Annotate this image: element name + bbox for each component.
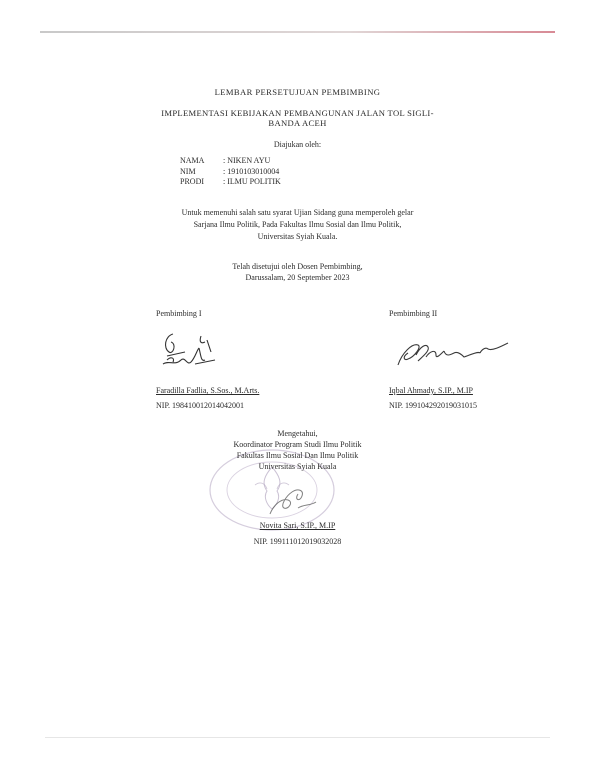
identity-value: : NIKEN AYU <box>223 156 271 165</box>
ack-line-2: Koordinator Program Studi Ilmu Politik <box>233 440 362 449</box>
advisor1-nip: NIP. 198410012014042001 <box>156 401 245 410</box>
approval-statement: Telah disetujui oleh Dosen Pembimbing, <box>232 262 363 271</box>
advisor1-signature <box>155 330 220 375</box>
coordinator-name: Novita Sari, S.IP., M.IP <box>259 521 336 530</box>
identity-value: : 1910103010004 <box>223 166 280 176</box>
purpose-line-3: Universitas Syiah Kuala. <box>257 232 338 241</box>
ack-line-4: Universitas Syiah Kuala <box>258 462 337 471</box>
identity-value: : ILMU POLITIK <box>223 177 281 186</box>
purpose-line-2: Sarjana Ilmu Politik, Pada Fakultas Ilmu Sosial dan Ilmu Politik, <box>193 220 402 229</box>
student-identity <box>180 156 281 188</box>
page-title: LEMBAR PERSETUJUAN PEMBIMBING <box>214 87 381 97</box>
identity-row-name <box>180 156 281 167</box>
advisor2-name: Iqbal Ahmady, S.IP., M.IP <box>389 386 473 395</box>
advisor1-role: Pembimbing I <box>156 309 202 318</box>
identity-row-prodi <box>180 177 281 188</box>
advisor1-name: Faradilla Fadlia, S.Sos., M.Arts. <box>156 386 260 395</box>
approval-place-date: Darussalam, 20 September 2023 <box>245 273 350 282</box>
identity-label: NIM <box>180 166 196 176</box>
advisor2-signature <box>388 335 513 375</box>
purpose-line-1: Untuk memenuhi salah satu syarat Ujian Sidang guna memperoleh gelar <box>181 208 414 217</box>
identity-label: PRODI <box>180 177 205 186</box>
advisor2-nip: NIP. 199104292019031015 <box>389 401 478 410</box>
coordinator-signature <box>258 470 328 520</box>
bottom-border <box>45 737 550 738</box>
identity-label: NAMA <box>180 156 205 165</box>
identity-row-nim <box>180 167 281 178</box>
submitted-by-label: Diajukan oleh: <box>273 140 322 149</box>
coordinator-nip: NIP. 199111012019032028 <box>253 537 342 546</box>
advisor2-role: Pembimbing II <box>389 309 438 318</box>
thesis-title-line-2: BANDA ACEH <box>268 118 327 128</box>
thesis-title-line-1: IMPLEMENTASI KEBIJAKAN PEMBANGUNAN JALAN TOL SIGLI- <box>161 108 434 118</box>
ack-line-3: Fakultas Ilmu Sosial Dan Ilmu Politik <box>236 451 359 460</box>
ack-line-1: Mengetahui, <box>277 429 318 438</box>
top-border <box>40 31 555 33</box>
